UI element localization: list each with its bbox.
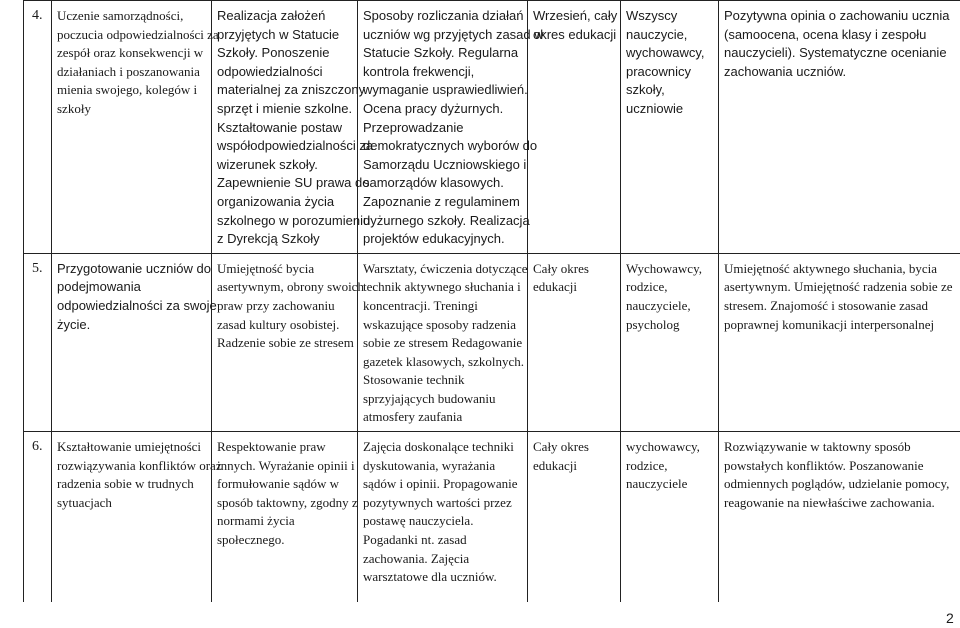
cell-text-line: przyjętych w Statucie bbox=[217, 26, 340, 42]
cell-text-line: Kształtowanie postaw bbox=[217, 119, 343, 135]
cell-text-line: nauczycie, bbox=[626, 26, 688, 42]
cell-text-line: zachowania. Zajęcia bbox=[363, 550, 470, 566]
cell-text-line: Uczenie samorządności, bbox=[57, 8, 184, 23]
cell-text-line: koncentracji. Treningi bbox=[363, 297, 478, 313]
row-number: 4. bbox=[24, 1, 52, 254]
cell-text-line: Warsztaty, ćwiczenia dotyczące bbox=[363, 260, 528, 276]
page-number: 2 bbox=[946, 610, 954, 626]
goal-cell bbox=[52, 253, 217, 431]
cell-text-line: sposób taktowny, zgodny z bbox=[217, 494, 358, 510]
tasks-cell bbox=[212, 1, 374, 254]
cell-text-line: praw przy zachowaniu bbox=[217, 297, 335, 313]
cell-text-line: życie. bbox=[57, 316, 91, 332]
cell-text-line: kontrola frekwencji, bbox=[363, 63, 475, 79]
cell-text-line: okres edukacji bbox=[533, 26, 617, 42]
educational-plan-table bbox=[23, 0, 960, 602]
cell-text-line: Stosowanie technik bbox=[363, 372, 465, 388]
cell-text-line: Cały okres bbox=[533, 439, 589, 455]
row-number: 6. bbox=[24, 432, 52, 603]
cell-text-line: asertywnym. Umiejętność radzenia sobie ze bbox=[724, 279, 953, 295]
cell-text-line: atmosfery zaufania bbox=[363, 409, 463, 425]
cell-text-line: współodpowiedzialności za bbox=[217, 138, 374, 154]
cell-text-line: dyskutowania, wyrażania bbox=[363, 457, 496, 473]
cell-text-line: warsztatowe dla uczniów. bbox=[363, 569, 497, 585]
cell-text-line: wychowawcy, bbox=[626, 439, 700, 455]
cell-text-line: edukacji bbox=[533, 457, 578, 473]
goal-cell bbox=[52, 1, 219, 254]
cell-text-line: Statucie Szkoły. Regularna bbox=[363, 45, 519, 61]
cell-text-line: uczniowie bbox=[626, 100, 684, 116]
cell-text-line: rodzice, bbox=[626, 457, 668, 473]
cell-text-line: demokratycznych wyborów do bbox=[363, 138, 538, 154]
tasks-cell bbox=[212, 253, 364, 431]
cell-text-line: odpowiedzialności za swoje bbox=[57, 297, 217, 313]
cell-text-line: społecznego. bbox=[217, 532, 285, 548]
cell-text-line: Cały okres bbox=[533, 260, 589, 276]
results-cell bbox=[719, 1, 960, 254]
cell-text-line: poprawnej komunikacji interpersonalnej bbox=[724, 316, 935, 332]
cell-text-line: innych. Wyrażanie opinii i bbox=[217, 457, 355, 473]
cell-text-line: sprzyjających budowaniu bbox=[363, 390, 496, 406]
cell-text-line: Pogadanki nt. zasad bbox=[363, 532, 467, 548]
cell-text-line: asertywnym, obrony swoich bbox=[217, 279, 364, 295]
cell-text-line: szkoły, bbox=[626, 82, 665, 98]
cell-text-line: pracownicy bbox=[626, 63, 692, 79]
cell-text-line: Umiejętność aktywnego słuchania, bycia bbox=[724, 260, 937, 276]
cell-text-line: nauczyciele bbox=[626, 476, 688, 492]
cell-text-line: formułowanie sądów w bbox=[217, 476, 340, 492]
cell-text-line: samorządów klasowych. bbox=[363, 175, 504, 191]
cell-text-line: z Dyrekcją Szkoły bbox=[217, 231, 320, 247]
term-cell bbox=[528, 432, 621, 603]
cell-text-line: Przygotowanie uczniów do bbox=[57, 260, 211, 276]
cell-text-line: normami życia bbox=[217, 513, 295, 529]
cell-text-line: Rozwiązywanie w taktowny sposób bbox=[724, 439, 911, 455]
cell-text-line: nauczycieli). Systematyczne ocenianie bbox=[724, 45, 947, 61]
tasks-cell bbox=[212, 432, 358, 603]
cell-text-line: szkolnego w porozumieniu bbox=[217, 212, 371, 228]
goal-cell bbox=[52, 432, 222, 603]
cell-text-line: Samorządu Uczniowskiego i bbox=[363, 156, 527, 172]
cell-text-line: nauczyciele, bbox=[626, 297, 691, 313]
cell-text-line: sytuacjach bbox=[57, 494, 112, 510]
responsible-cell bbox=[621, 1, 719, 254]
cell-text-line: edukacji bbox=[533, 279, 578, 295]
cell-text-line: materialnej za zniszczony bbox=[217, 82, 366, 98]
cell-text-line: szkoły bbox=[57, 100, 91, 116]
cell-text-line: Wychowawcy, bbox=[626, 260, 702, 276]
cell-text-line: zachowania uczniów. bbox=[724, 63, 847, 79]
cell-text-line: pozytywnych wartości przez bbox=[363, 494, 512, 510]
cell-text-line: (samoocena, ocena klasy i zespołu bbox=[724, 26, 927, 42]
cell-text-line: projektów edukacyjnych. bbox=[363, 231, 505, 247]
methods-cell bbox=[358, 1, 544, 254]
cell-text-line: reagowanie na niewłaściwe zachowania. bbox=[724, 494, 935, 510]
cell-text-line: Respektowanie praw bbox=[217, 439, 326, 455]
cell-text-line: wizerunek szkoły. bbox=[217, 156, 318, 172]
cell-text-line: Pozytywna opinia o zachowaniu ucznia bbox=[724, 8, 950, 23]
results-cell bbox=[719, 253, 960, 431]
cell-text-line: działaniach i poszanowania bbox=[57, 63, 200, 79]
cell-text-line: sprzęt i mienie szkolne. bbox=[217, 100, 353, 116]
cell-text-line: uczniów wg przyjętych zasad w bbox=[363, 26, 544, 42]
table-row bbox=[24, 1, 960, 254]
cell-text-line: mienia swojego, kolegów i bbox=[57, 82, 198, 98]
cell-text-line: Zajęcia doskonalące techniki bbox=[363, 439, 514, 455]
cell-text-line: gazetek klasowych, szkolnych. bbox=[363, 353, 525, 369]
cell-text-line: Ocena pracy dyżurnych. bbox=[363, 100, 504, 116]
methods-cell bbox=[358, 253, 528, 431]
responsible-cell bbox=[621, 432, 719, 603]
cell-text-line: Sposoby rozliczania działań bbox=[363, 8, 524, 23]
cell-text-line: Zapewnienie SU prawa do bbox=[217, 175, 370, 191]
cell-text-line: Wrzesień, cały bbox=[533, 8, 618, 23]
cell-text-line: poczucia odpowiedzialności za bbox=[57, 26, 219, 42]
cell-text-line: wymaganie usprawiedliwień. bbox=[363, 82, 528, 98]
table-row bbox=[24, 253, 960, 431]
cell-text-line: rodzice, bbox=[626, 279, 668, 295]
cell-text-line: Przeprowadzanie bbox=[363, 119, 464, 135]
cell-text-line: stresem. Znajomość i stosowanie zasad bbox=[724, 297, 928, 313]
cell-text-line: wskazujące sposoby radzenia bbox=[363, 316, 517, 332]
cell-text-line: rozwiązywania konfliktów oraz bbox=[57, 457, 222, 473]
cell-text-line: podejmowania bbox=[57, 279, 141, 295]
methods-cell bbox=[358, 432, 528, 603]
table-row bbox=[24, 432, 960, 603]
cell-text-line: sobie ze stresem Redagowanie bbox=[363, 335, 523, 351]
cell-text-line: organizowania życia bbox=[217, 193, 335, 209]
cell-text-line: Wszyscy bbox=[626, 8, 678, 23]
cell-text-line: Zapoznanie z regulaminem bbox=[363, 193, 520, 209]
cell-text-line: Szkoły. Ponoszenie bbox=[217, 45, 330, 61]
cell-text-line: Radzenie sobie ze stresem bbox=[217, 335, 354, 351]
cell-text-line: psycholog bbox=[626, 316, 680, 332]
cell-text-line: wychowawcy, bbox=[626, 45, 705, 61]
cell-text-line: odmiennych poglądów, udzielanie pomocy, bbox=[724, 476, 950, 492]
cell-text-line: Kształtowanie umiejętności bbox=[57, 439, 202, 455]
cell-text-line: Umiejętność bycia bbox=[217, 260, 315, 276]
cell-text-line: Realizacja założeń bbox=[217, 8, 326, 23]
cell-text-line: radzenia sobie w trudnych bbox=[57, 476, 194, 492]
cell-text-line: technik aktywnego słuchania i bbox=[363, 279, 521, 295]
row-number: 5. bbox=[24, 253, 52, 431]
cell-text-line: odpowiedzialności bbox=[217, 63, 323, 79]
results-cell bbox=[719, 432, 960, 603]
cell-text-line: postawę nauczyciela. bbox=[363, 513, 474, 529]
term-cell bbox=[528, 253, 621, 431]
term-cell bbox=[528, 1, 621, 254]
cell-text-line: zasad kultury osobistej. bbox=[217, 316, 340, 332]
cell-text-line: dyżurnego szkoły. Realizacja bbox=[363, 212, 530, 228]
cell-text-line: zespół oraz konsekwencji w bbox=[57, 45, 204, 61]
cell-text-line: sądów i opinii. Propagowanie bbox=[363, 476, 518, 492]
cell-text-line: powstałych konfliktów. Poszanowanie bbox=[724, 457, 924, 473]
responsible-cell bbox=[621, 253, 719, 431]
